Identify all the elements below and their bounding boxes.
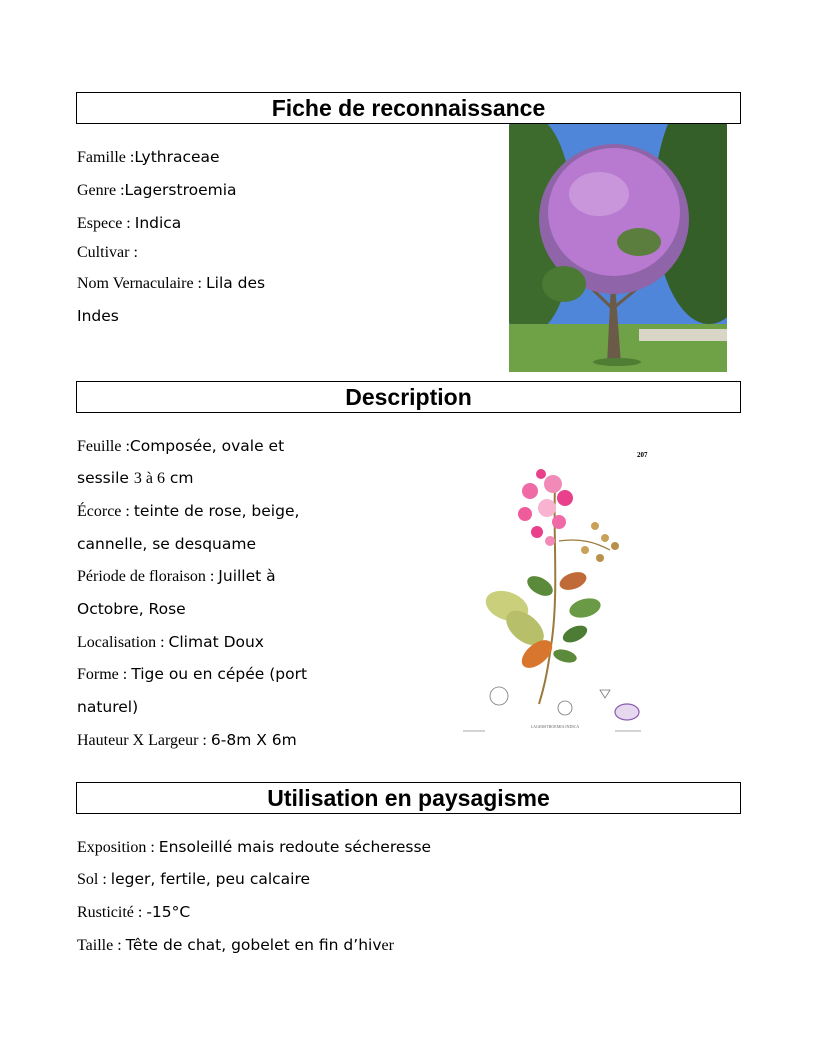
leaf bbox=[560, 622, 589, 646]
sol-label: Sol : bbox=[77, 871, 111, 888]
petal-detail bbox=[615, 704, 639, 720]
taille-value: Tête de chat, gobelet en fin d’hiv bbox=[125, 936, 382, 954]
cultivar-label: Cultivar : bbox=[77, 244, 138, 261]
ecorce-label: Écorce : bbox=[77, 503, 134, 520]
leaf bbox=[524, 572, 556, 600]
flower bbox=[522, 483, 538, 499]
flower bbox=[552, 515, 566, 529]
feuille-size: 3 à 6 bbox=[133, 470, 165, 487]
leaf bbox=[557, 569, 589, 594]
flower-detail-sketch bbox=[490, 687, 508, 705]
forme-row-cont bbox=[77, 697, 138, 718]
genre-value: Lagerstroemia bbox=[124, 181, 237, 199]
seed-pod bbox=[601, 534, 609, 542]
leaf bbox=[567, 595, 603, 621]
vernaculaire-value-cont: Indes bbox=[77, 307, 119, 325]
forme-row bbox=[77, 664, 307, 685]
vernaculaire-row bbox=[77, 273, 265, 294]
rusticite-value: -15°C bbox=[146, 903, 191, 921]
localisation-label: Localisation : bbox=[77, 634, 169, 651]
botanical-illustration bbox=[455, 446, 655, 738]
feuille-row-cont bbox=[77, 468, 194, 489]
genre-label: Genre : bbox=[77, 182, 125, 199]
fruit-detail-sketch bbox=[558, 701, 572, 715]
floraison-value: Juillet à bbox=[218, 567, 276, 585]
flower bbox=[545, 536, 555, 546]
ecorce-value: teinte de rose, beige, bbox=[133, 502, 300, 520]
sol-row bbox=[77, 869, 310, 890]
flower bbox=[536, 469, 546, 479]
floraison-value-cont: Octobre, Rose bbox=[77, 600, 186, 618]
seed-detail-sketch bbox=[600, 690, 610, 698]
localisation-row bbox=[77, 632, 264, 653]
seed-pod bbox=[581, 546, 589, 554]
rusticite-label: Rusticité : bbox=[77, 904, 147, 921]
hauteur-row bbox=[77, 730, 297, 751]
espece-row bbox=[77, 213, 181, 234]
taille-row bbox=[77, 935, 394, 956]
taille-value-end: er bbox=[381, 937, 394, 954]
exposition-label: Exposition : bbox=[77, 839, 159, 856]
espece-value: Indica bbox=[134, 214, 182, 232]
feuille-label: Feuille : bbox=[77, 438, 130, 455]
rusticite-row bbox=[77, 902, 190, 923]
tree-photo bbox=[509, 124, 727, 372]
vernaculaire-row-cont bbox=[77, 306, 119, 327]
crown-highlight bbox=[569, 172, 629, 216]
seed-pod bbox=[611, 542, 619, 550]
flower bbox=[544, 475, 562, 493]
section-title-description: Description bbox=[76, 381, 741, 413]
localisation-value: Climat Doux bbox=[168, 633, 264, 651]
taille-label: Taille : bbox=[77, 937, 126, 954]
espece-label: Espece : bbox=[77, 215, 135, 232]
famille-value: Lythraceae bbox=[134, 148, 220, 166]
floraison-row-cont bbox=[77, 599, 186, 620]
crown-leaves bbox=[617, 228, 661, 256]
flower bbox=[538, 499, 556, 517]
floraison-row bbox=[77, 566, 276, 587]
forme-value: Tige ou en cépée (port bbox=[131, 665, 308, 683]
flower bbox=[518, 507, 532, 521]
sol-value: leger, fertile, peu calcaire bbox=[110, 870, 311, 888]
floraison-label: Période de floraison : bbox=[77, 568, 219, 585]
feuille-row bbox=[77, 436, 284, 457]
genre-row bbox=[77, 180, 237, 201]
ecorce-value-cont: cannelle, se desquame bbox=[77, 535, 256, 553]
plate-number: 207 bbox=[637, 451, 648, 459]
vernaculaire-value: Lila des bbox=[206, 274, 266, 292]
feuille-unit: cm bbox=[164, 469, 194, 487]
flower bbox=[531, 526, 543, 538]
vernaculaire-label: Nom Vernaculaire : bbox=[77, 275, 206, 292]
exposition-value: Ensoleillé mais redoute sécheresse bbox=[158, 838, 432, 856]
section-title-landscaping: Utilisation en paysagisme bbox=[76, 782, 741, 814]
ecorce-row bbox=[77, 501, 299, 522]
ecorce-row-cont bbox=[77, 534, 256, 555]
tree-shadow bbox=[593, 358, 641, 366]
fountain-wall bbox=[639, 329, 727, 341]
hauteur-label: Hauteur X Largeur : bbox=[77, 732, 211, 749]
seed-pod bbox=[596, 554, 604, 562]
seed-pod bbox=[591, 522, 599, 530]
cultivar-row bbox=[77, 243, 138, 263]
section-title-identification: Fiche de reconnaissance bbox=[76, 92, 741, 124]
famille-row bbox=[77, 147, 220, 168]
leaf bbox=[552, 647, 578, 665]
plate-caption: LAGERSTROEMIA INDICA bbox=[530, 724, 580, 729]
flower bbox=[557, 490, 573, 506]
exposition-row bbox=[77, 837, 431, 858]
famille-label: Famille : bbox=[77, 149, 135, 166]
hauteur-value: 6-8m X 6m bbox=[210, 731, 297, 749]
shrub bbox=[542, 266, 586, 302]
feuille-value: Composée, ovale et bbox=[129, 437, 285, 455]
forme-label: Forme : bbox=[77, 666, 132, 683]
feuille-value-cont: sessile bbox=[77, 469, 134, 487]
forme-value-cont: naturel) bbox=[77, 698, 139, 716]
